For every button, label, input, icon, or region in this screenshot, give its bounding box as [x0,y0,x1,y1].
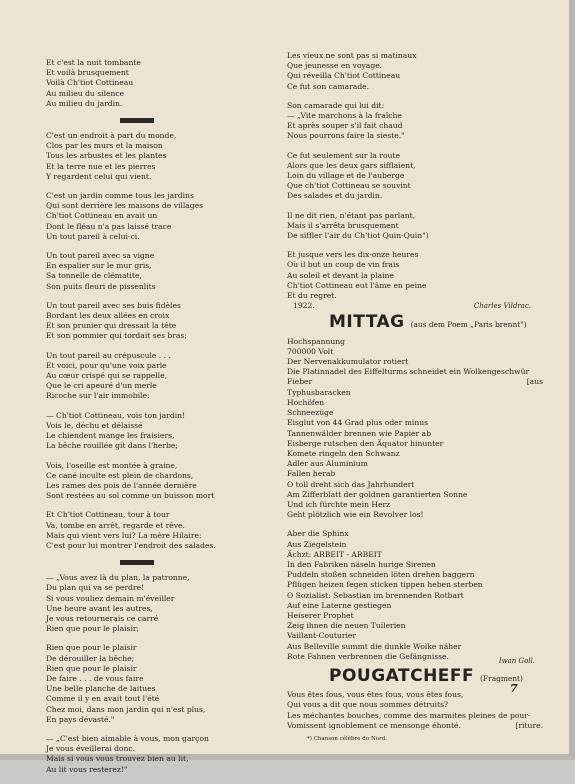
stanza [287,529,547,651]
verse-line: Y regardent celui qui vient. [46,171,152,181]
stanza [46,251,286,292]
verse-line: Qui vous a dit que nous sommes détruits? [287,700,449,710]
verse-line [287,721,547,731]
verse-line: Et c'est la nuit tombante [46,58,141,67]
verse-line: De siffler l'air du Ch'tiot Quin-Quin") [287,231,429,241]
verse-line: Une belle planche de laitues [46,684,156,694]
verse-line: Ächzt: ARBEIT - ARBEIT [287,549,382,559]
left-column [46,58,286,784]
verse-line: Et jusque vers les dix-onze heures [287,250,419,260]
right-column [287,51,547,744]
poem-title: MITTAG [329,312,405,333]
stanza [46,510,286,551]
verse-line: Ce fut son camarade. [287,81,370,91]
verse-line: Eisglut von 44 Grad plus oder minus [287,418,429,428]
verse-line: Les rames des pois de l'année dernière [46,480,197,490]
verse-line: Son puits fleuri de pissenlits [46,281,156,291]
verse-line: Komete ringeln den Schwanz [287,448,400,458]
verse-line: Vous êtes fous, vous êtes fous, vous êtes fous, [287,690,464,700]
verse-line: Aber die Sphinx [287,529,349,539]
verse-line: Des salades et du jardin. [287,191,383,201]
verse-line: Die Platinnadel des Eiffelturms schneidet ein Wolkengeschwür [287,367,530,377]
verse-line: Vois le, déchu et délaissé [46,420,143,430]
verse-line: Et son prunier qui dressait la tête [46,321,177,331]
verse-line: Ricoche sur l'air immobile: [46,391,150,401]
verse-line: Vois, l'oseille est montée à graine, [46,460,178,470]
verse-line: Sa tonnelle de clématite, [46,271,142,281]
verse-line: Chez moi, dans mon jardin qui n'est plus, [46,704,206,714]
verse-line: Pflügen heizen fegen sticken tippen heben sterben [287,580,483,590]
verse-line: Qui sont derrière les maisons de villages [46,201,204,211]
verse-line: Rien que pour le plaisir; [46,624,140,634]
poem-title: POUGATCHEFF [329,665,475,686]
verse-line: Qui réveilla Ch'tiot Cottineau [287,71,401,81]
verse-line: Typhusbaracken [287,387,351,397]
page-number: 7 [510,682,518,695]
verse-line: Geht plötzlich wie ein Revolver los! [287,510,424,520]
stanza [287,337,547,378]
verse-line: Fallen herab [287,469,336,479]
verse-line: De faire . . . de vous faire [46,673,144,683]
verse-line: Je vous retournerais ce carré [46,613,159,623]
stanza [287,388,547,521]
stanza [287,51,547,92]
verse-line: Mais il s'arrêta brusquement [287,220,399,230]
stanza [287,101,547,142]
verse-line: Au soleil et devant la plaine [287,270,394,280]
verse-line: Il ne dit rien, n'étant pas parlant, [287,210,416,220]
verse-line: O Sozialist: Sebastian im brennenden Rotbart [287,590,464,600]
stanza [46,411,286,452]
verse-line: Vaillant-Couturier [287,631,357,641]
verse-line: Que ch'tiot Cottineau se souvint [287,181,411,191]
poem-subtitle: (aus dem Poem „Paris brennt") [410,320,527,330]
verse-line: Hochöfen [287,397,325,407]
poem-subtitle: (Fragment) [480,673,523,683]
verse-line: Si vous vouliez demain m'éveiller [46,593,175,603]
verse-line [287,651,547,665]
verse-line: Zeig ihnen die neuen Tuilerien [287,621,406,631]
verse-line: — „Vous avez là du plan, la patronne, [46,573,190,583]
verse-line: Clos par les murs et la maison [46,141,163,151]
verse-line: 700000 Volt [287,346,334,356]
verse-text: Vomissent ignoblement ce mensonge éhonté. [287,720,461,730]
verse-line: Tous les arbustes et les plantes [46,151,167,161]
verse-line: — „Vite marchons à la fraîche [287,111,402,121]
verse-line: Alors que les deux gars sifflaient, [287,160,416,170]
verse-line: Et Ch'tiot Cottineau, tour à tour [46,510,170,520]
verse-line: En pays dévasté." [46,714,115,724]
verse-line: Bordant les deux allées en croix [46,311,170,321]
verse-line: Mais si vous vous trouvez bien au lit, [46,754,189,764]
verse-line: Ce fut seulement sur la route [287,150,400,160]
verse-line: Je vous éveillerai donc. [46,744,136,754]
footnote: *) Chanson célèbre du Nord. [307,735,387,742]
section-divider [120,560,154,565]
verse-line: Va, tombe en arrêt, regarde et rêve. [46,520,185,530]
verse-line: Schneezüge [287,408,334,418]
verse-line: Un tout pareil avec ses buis fidèles [46,300,181,310]
stanza [46,131,286,182]
verse-line: Aus Ziegelstein [287,539,347,549]
verse-line: C'est pour lui montrer l'endroit des salades. [46,540,216,550]
verse-line: Les vieux ne sont pas si matinaux [287,51,417,60]
verse-line: Et voilà brusquement [46,68,129,78]
verse-line: Sont restées au sol comme un buisson mort [46,491,215,501]
verse-line: Un tout pareil à celui-ci. [46,231,140,241]
verse-line: En espalier sur le mur gris, [46,261,152,271]
verse-line: Que le cri apeuré d'un merle [46,381,157,391]
verse-line: Der Nervenakkumulator rotiert [287,357,409,367]
verse-line: Eisberge rutschen den Äquator hinunter [287,438,444,448]
verse-line: Du plan qui va se perdre! [46,583,145,593]
poem-heading [329,312,547,333]
verse-line: Dont le fléau n'a pas laissé trace [46,221,172,231]
verse-line: Au lit vous resterez!" [46,764,128,774]
verse-line: Les méchantes bouches, comme des marmites pleines de pour- [287,710,531,720]
verse-line: Heiserer Prophet [287,610,354,620]
author-signature: Iwan Goll. [498,656,535,665]
verse-text: Rote Fahnen verbrennen die Gefängnisse. [287,651,449,661]
verse-line: Comme il y en avait tout l'été [46,694,160,704]
poem-year: 1922. [293,301,315,311]
author-signature: Charles Vildrac. [473,302,531,311]
verse-line: C'est un endroit à part du monde, [46,131,177,141]
stanza [287,151,547,202]
verse-line: Un tout pareil avec sa vigne [46,251,155,261]
verse-line: Que jeunesse en voyage. [287,61,383,71]
verse-text: Fieber [287,377,313,387]
verse-line: Auf eine Laterne gestiegen [287,600,392,610]
verse-line: C'est un jardin comme tous les jardins [46,191,194,201]
verse-line: Loin du village et de l'auberge [287,171,405,181]
verse-line: Hochspannung [287,336,346,346]
stanza [46,58,286,109]
verse-continuation: [riture. [515,720,543,730]
section-divider [120,118,154,123]
verse-line: Un tout pareil au crépuscule . . . [46,350,171,360]
verse-line: Rien que pour le plaisir [46,663,137,673]
verse-line: De dérouiller la bêche; [46,653,135,663]
verse-line: Tannenwälder brennen wie Papier ab [287,428,431,438]
verse-line: Au cœur crispé qui se rappelle, [46,371,167,381]
stanza [287,250,547,301]
verse-line: Adler aus Aluminium [287,459,368,469]
verse-line: Son camarade qui lui dit: [287,100,385,110]
verse-line: — Ch'tiot Cottineau, vois ton jardin! [46,410,186,420]
stanza [46,301,286,342]
verse-line: Ch'tiot Cottineau eut l'âme en peine [287,280,427,290]
verse-line [287,377,547,387]
verse-line: Rien que pour le plaisir [46,643,137,653]
stanza [46,191,286,242]
stanza [46,643,286,725]
stanza [287,690,547,721]
verse-continuation: [aus [526,377,543,387]
verse-line: Et du regret. [287,291,337,301]
verse-line: O toll dreht sich das Jahrhundert [287,479,415,489]
verse-line: Et après souper s'il fait chaud [287,121,403,131]
stanza [46,351,286,402]
verse-line: Et son pommier qui tordait ses bras; [46,331,187,341]
verse-line: Une heure avant les autres, [46,603,153,613]
verse-line: Voilà Ch'tiot Cottineau [46,78,134,88]
verse-line: Und ich fürchte mein Herz [287,499,391,509]
verse-line: La bêche rouillée git dans l'herbe; [46,441,178,451]
verse-line: Et voici, pour qu'une voix parle [46,360,167,370]
stanza [46,573,286,634]
verse-line: Au milieu du silence [46,88,125,98]
verse-line: Où il but un coup de vin frais [287,260,400,270]
verse-line: Ce cané inculte est plein de chardons, [46,470,194,480]
verse-line: Le chiendent mange les fraisiers, [46,431,175,441]
verse-line: Am Zifferblatt der goldnen garantierten Sonne [287,489,468,499]
stanza [46,461,286,502]
stanza [287,211,547,242]
verse-line: Mais qui vient vers lui? La mère Hilaire: [46,530,202,540]
verse-line: Ch'tiot Cottineau en avait un [46,211,158,221]
signature-row [287,301,547,311]
verse-line: In den Fabriken näseln hurige Sirenen [287,559,436,569]
verse-line: Et la terre nue et les pierres [46,161,156,171]
verse-line: Nous pourrons faire la sieste." [287,131,405,141]
stanza [46,734,286,775]
verse-line: Au milieu du jardin. [46,98,123,108]
verse-line: Puddeln stoßen schneiden löten drehen baggern [287,570,475,580]
verse-line: Aus Belleville summt die dunkle Wolke näher [287,641,462,651]
verse-line: — „C'est bien aimable à vous, mon garçon [46,733,209,743]
